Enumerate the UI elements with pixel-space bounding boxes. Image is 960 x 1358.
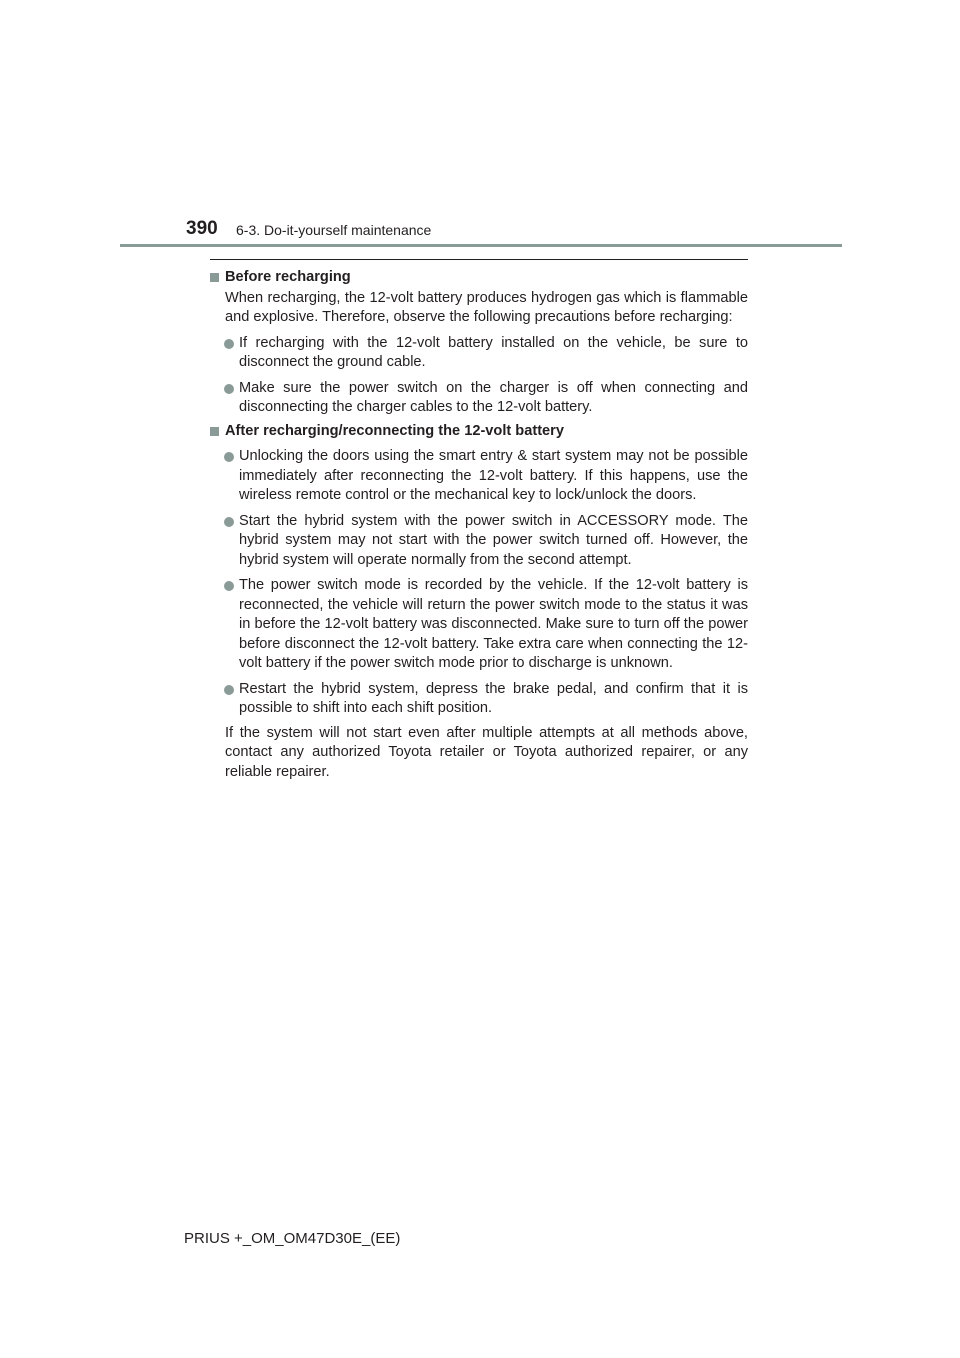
round-bullet-icon <box>224 384 234 394</box>
list-item-text: If recharging with the 12-volt battery installed on the vehicle, be sure to disconnect the ground cable. <box>239 334 748 370</box>
list-item <box>210 447 748 506</box>
list-item <box>210 512 748 571</box>
list-item <box>210 379 748 418</box>
page-content <box>210 265 748 782</box>
closing-paragraph: If the system will not start even after multiple attempts at all methods above, contact any authorized Toyota retailer or Toyota authorized repairer, or any reliable repairer. <box>225 724 748 780</box>
list-item-text: Start the hybrid system with the power switch in ACCESSORY mode. The hybrid system may not start with the power switch turned off. However, the hybrid system will operate normally from the second attempt. <box>239 512 748 568</box>
document-id: PRIUS +_OM_OM47D30E_(EE) <box>184 1230 401 1247</box>
heading-after-recharging <box>210 422 748 442</box>
round-bullet-icon <box>224 685 234 695</box>
list-item <box>210 680 748 719</box>
square-bullet-icon <box>210 273 219 282</box>
header-rule <box>120 244 842 247</box>
heading-before-recharging <box>210 268 748 288</box>
list-item <box>210 334 748 373</box>
list-item-text: Restart the hybrid system, depress the brake pedal, and confirm that it is possible to shift into each shift position. <box>239 680 748 716</box>
round-bullet-icon <box>224 339 234 349</box>
round-bullet-icon <box>224 517 234 527</box>
square-bullet-icon <box>210 427 219 436</box>
section-title: 6-3. Do-it-yourself maintenance <box>236 222 432 238</box>
list-item-text: Make sure the power switch on the charger is off when connecting and disconnecting the charger cables to the 12-volt battery. <box>239 379 748 415</box>
round-bullet-icon <box>224 581 234 591</box>
list-item-text: Unlocking the doors using the smart entry & start system may not be possible immediately after reconnecting the 12-volt battery. If this happens, use the wireless remote control or the mechanical key to lock/unlock the doors. <box>239 448 748 503</box>
heading-text: After recharging/reconnecting the 12-volt battery <box>225 422 564 439</box>
list-item-text: The power switch mode is recorded by the vehicle. If the 12-volt battery is reconnected, the vehicle will return the power switch mode to the status it was in before the 12-volt battery was disconnected. Make sure to turn off the power before disconnect the 12-volt battery. Take extra care when connecting the 12-volt battery if the power switch mode prior to discharge is unknown. <box>239 577 748 671</box>
round-bullet-icon <box>224 452 234 462</box>
page-number: 390 <box>186 218 218 239</box>
intro-paragraph: When recharging, the 12-volt battery produces hydrogen gas which is flammable and explosive. Therefore, observe the following precautions before recharging: <box>225 289 748 325</box>
list-item <box>210 576 748 674</box>
section-divider <box>210 259 748 260</box>
heading-text: Before recharging <box>225 269 351 285</box>
